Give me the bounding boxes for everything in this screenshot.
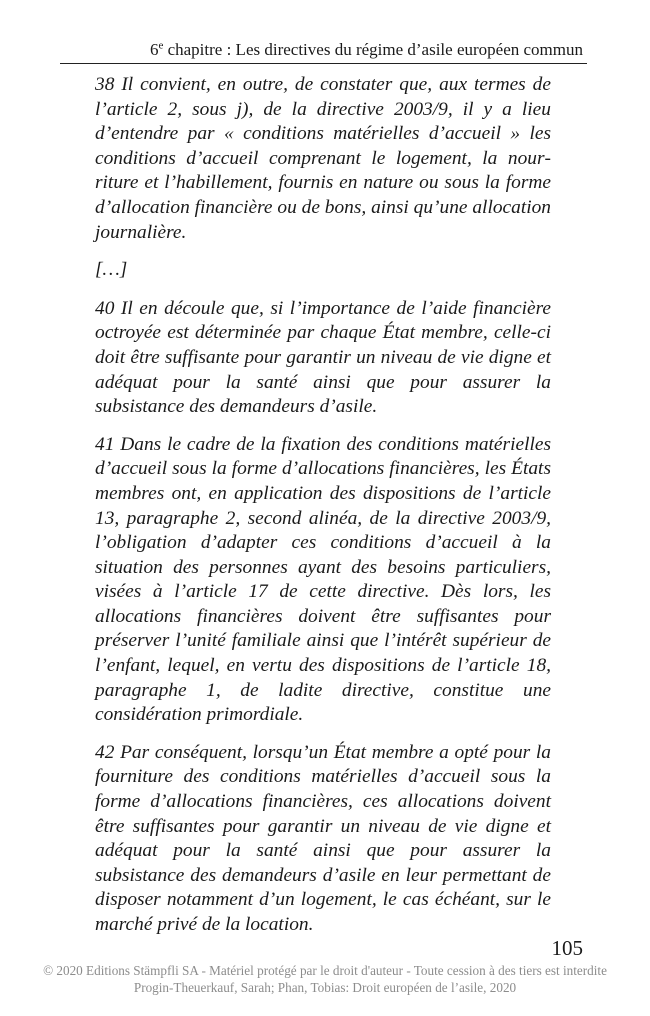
paragraph-38: 38 Il convient, en outre, de constater que, aux termes de l’article 2, sous j), de la directive 2003/9, il y a lieu d’entendre par « conditions matérielles d’accueil » les conditions d’accueil comprenant le logement, la nourriture et l’habillement, fournis en nature ou sous la forme d’allocation financière ou de bons, ainsi qu’une allocation journalière. xyxy=(95,74,551,243)
copyright-footer xyxy=(0,962,650,996)
omission-marker: […] xyxy=(95,259,128,281)
paragraph-42: 42 Par conséquent, lorsqu’un État membre a opté pour la fourniture des conditions matérielles d’accueil sous la forme d’allocations financières, ces allocations doivent être suffisantes pour garantir un niveau de vie digne et adéquat pour la santé ainsi que pour assurer la subsistance des demandeurs d’asile en leur permettant de disposer notamment d’un logement, le cas échéant, sur le marché privé de la location. xyxy=(95,741,551,935)
paragraph-41: 41 Dans le cadre de la fixation des conditions matérielles d’accueil sous la forme d’allocations financières, les États membres ont, en application des dispositions de l’article 13, paragraphe 2, second alinéa, de la directive 2003/9, l’obligation d’adapter ces conditions d’accueil à la situation des personnes ayant des besoins particuliers, visées à l’article 17 de cette directive. Dès lors, les allocations financières doivent être suffisantes pour préserver l’unité familiale ainsi que l’intérêt supérieur de l’enfant, lequel, en vertu des dispositions de l’article 18, paragraphe 1, de ladite directive, constitue une considération primordiale. xyxy=(95,433,551,726)
page-body xyxy=(95,73,551,951)
page-number: 105 xyxy=(551,936,583,960)
paragraph-40: 40 Il en découle que, si l’importance de l’aide financière octroyée est déterminée par chaque État membre, celle-ci doit être suffisante pour garantir un niveau de vie digne et adéquat pour la santé ainsi que pour assurer la subsistance des demandeurs d’asile. xyxy=(95,297,551,418)
chapter-title: chapitre : Les directives du régime d’asile européen commun xyxy=(163,40,583,59)
copyright-line: © 2020 Editions Stämpfli SA - Matériel protégé par le droit d'auteur - Toute cession à des tiers est interdite xyxy=(43,963,607,978)
chapter-number-suffix: e xyxy=(158,39,164,52)
running-header xyxy=(150,40,583,60)
citation-line: Progin-Theuerkauf, Sarah; Phan, Tobias: Droit européen de l’asile, 2020 xyxy=(133,980,517,995)
chapter-number: 6 xyxy=(149,40,159,59)
header-rule xyxy=(60,63,587,64)
